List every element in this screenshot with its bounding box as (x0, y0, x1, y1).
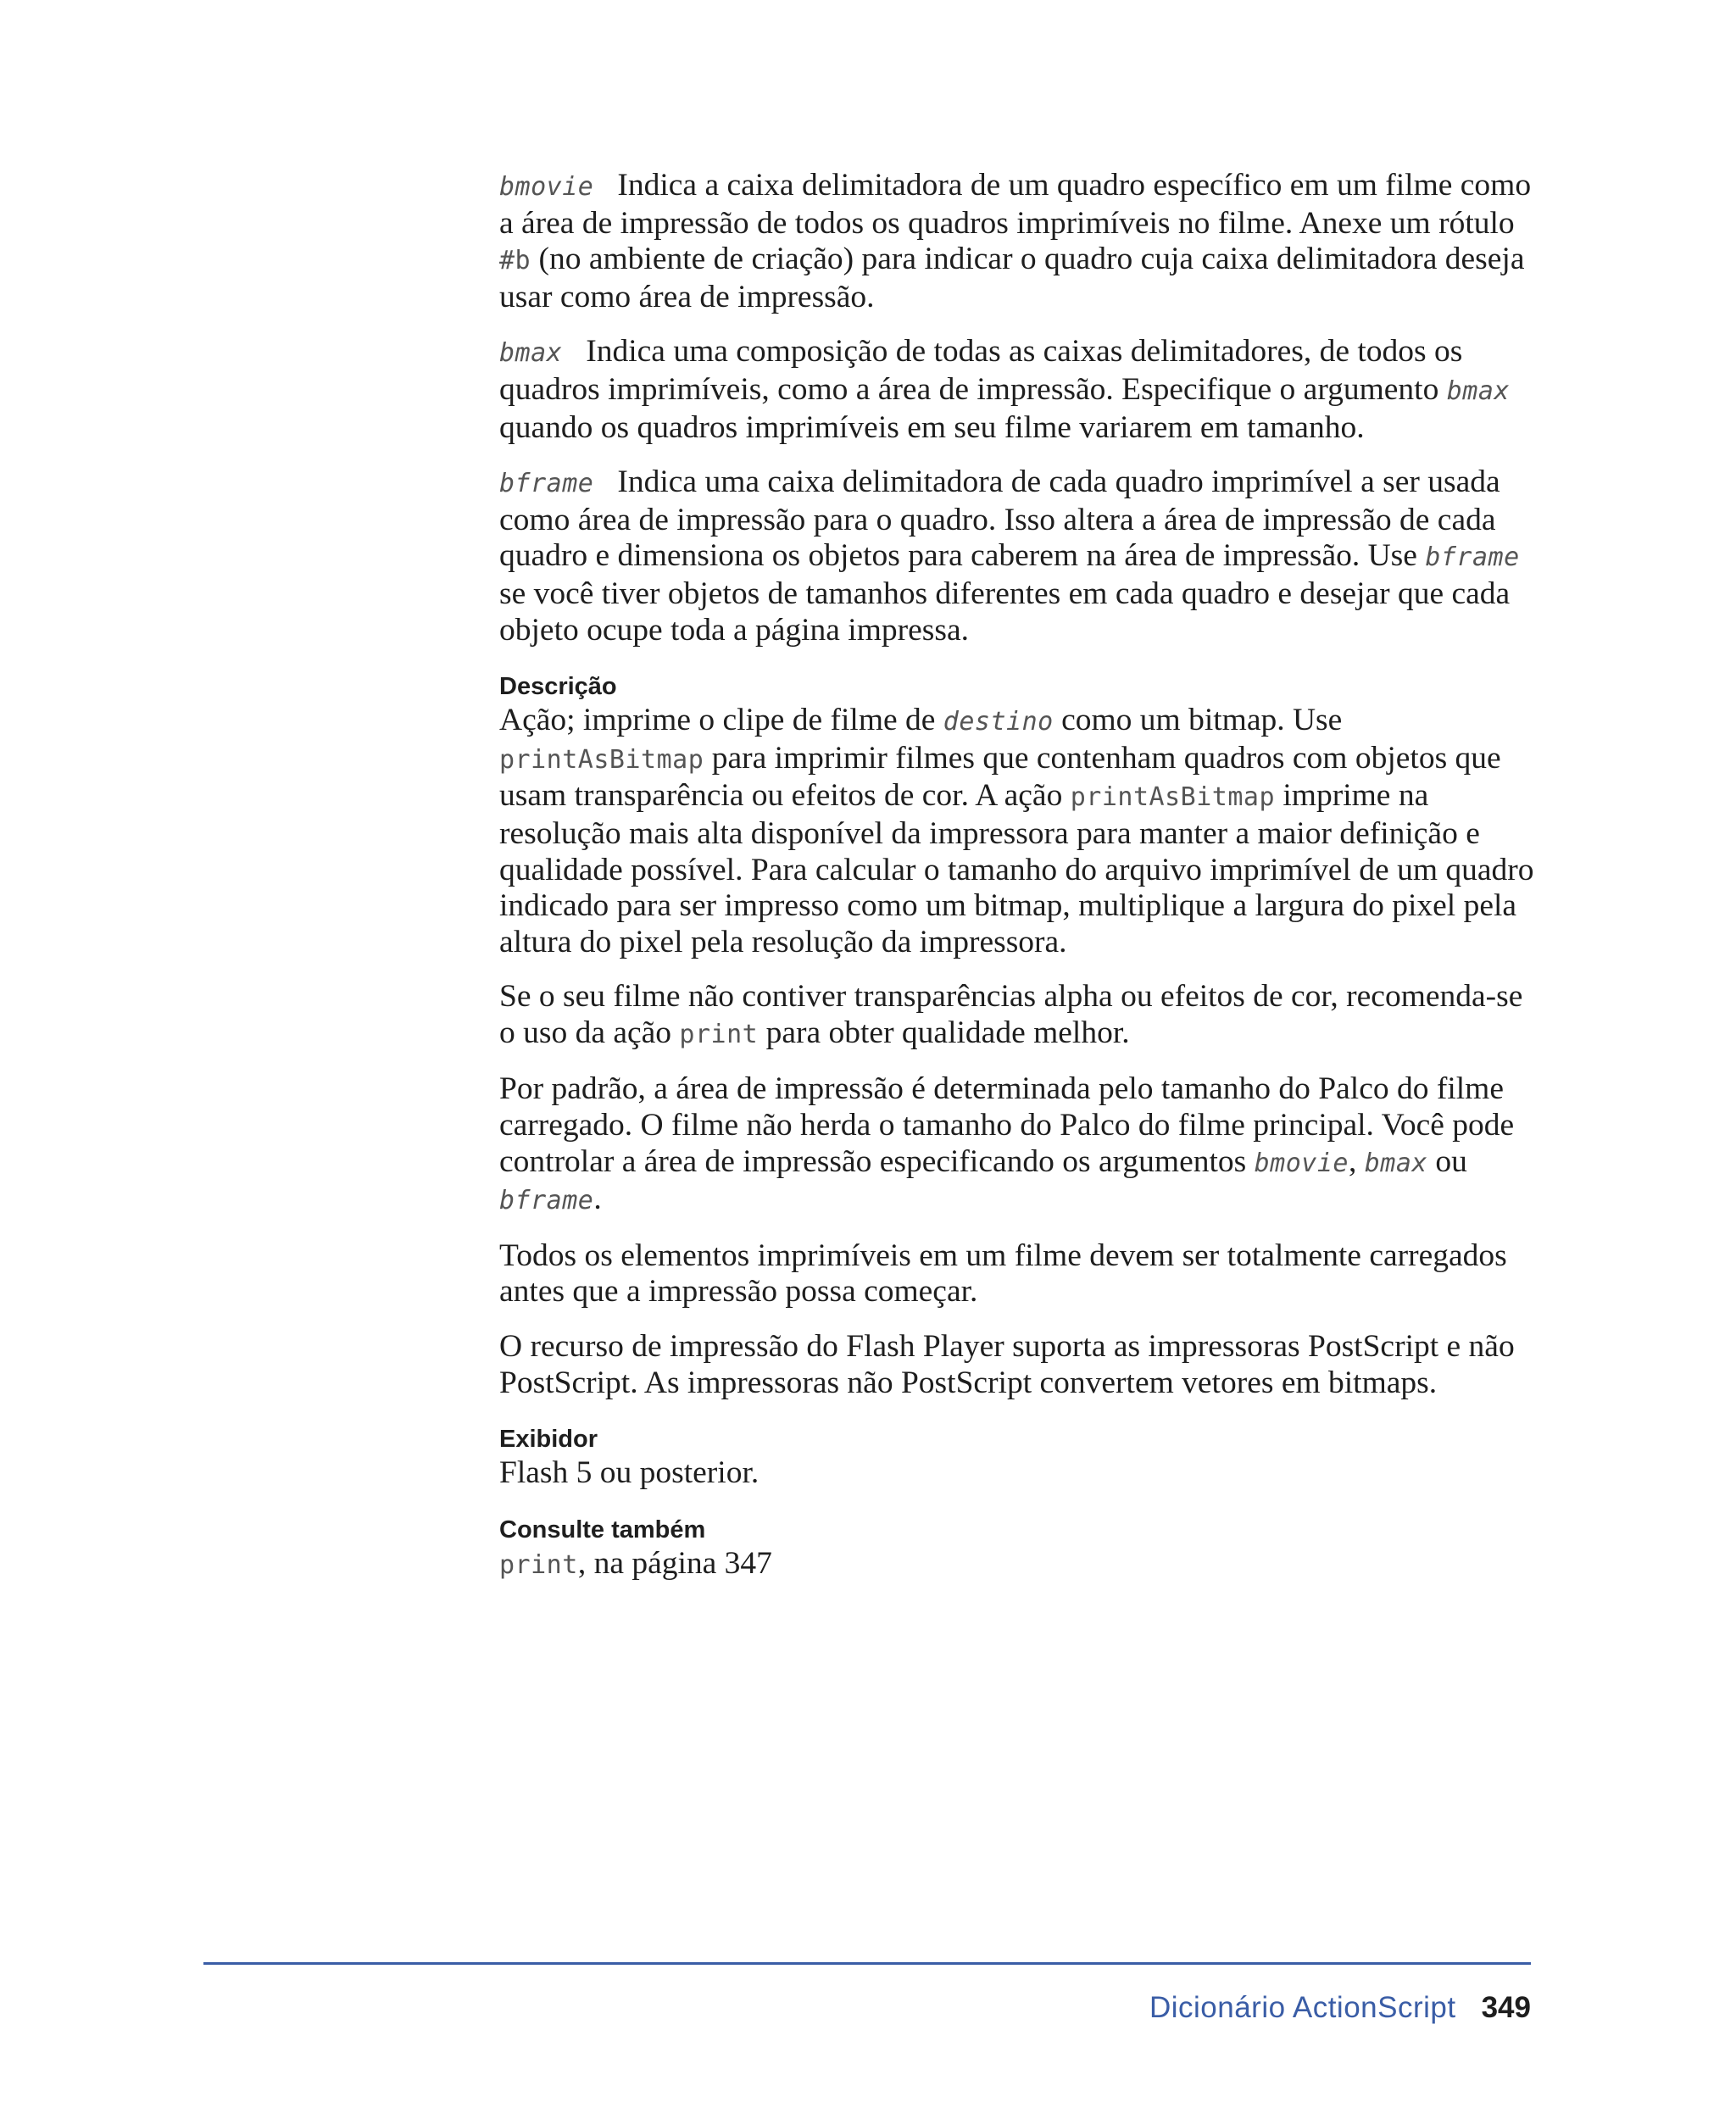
argument-bmovie (499, 168, 1535, 315)
footer-title: Dicionário ActionScript (1149, 1991, 1456, 2024)
inline-code: destino (943, 707, 1054, 737)
section-heading-consulte: Consulte também (499, 1516, 706, 1543)
consulte-text: print, na página 347 (499, 1545, 772, 1581)
descricao-paragraph-5: O recurso de impressão do Flash Player suporta as impressoras PostScript e não PostScript. As impressoras não PostScript convertem vetores em bitmaps. (499, 1329, 1515, 1400)
argument-term: bmovie (499, 172, 594, 202)
inline-code: #b (499, 246, 531, 276)
inline-code: printAsBitmap (1070, 782, 1276, 813)
page-content (499, 168, 1535, 1602)
argument-description-cont: quando os quadros imprimíveis em seu filme variarem em tamanho. (499, 409, 1365, 445)
descricao-paragraph-1: Ação; imprime o clipe de filme de destino como um bitmap. Use printAsBitmap para imprimir filmes que contenham quadros com objetos que usam transparência ou efeitos de cor. A ação printAsBitmap imprime na resolução mais alta disponível da impressora para manter a maior definição e qualidade possível. Para calcular o tamanho do arquivo imprimível de um quadro indicado para ser impresso como um bitmap, multiplique a largura do pixel pela altura do pixel pela resolução da impressora. (499, 703, 1534, 959)
argument-description: Indica uma composição de todas as caixas delimitadores, de todos os quadros imprimíveis, como a área de impressão. Especifique o argumento (499, 334, 1463, 407)
inline-code: bframe (1425, 542, 1520, 573)
footer-rule (203, 1962, 1531, 1965)
inline-code: bframe (499, 1186, 594, 1216)
argument-bframe (499, 464, 1535, 648)
argument-description: Indica a caixa delimitadora de um quadro específico em um filme como a área de impressão de todos os quadros imprimíveis no filme. Anexe um rótulo (499, 168, 1532, 241)
exibidor-text: Flash 5 ou posterior. (499, 1455, 760, 1491)
descricao-paragraph-2: Se o seu filme não contiver transparências alpha ou efeitos de cor, recomenda-se o uso da ação print para obter qualidade melhor. (499, 979, 1523, 1050)
cross-reference-link[interactable]: print (499, 1549, 578, 1580)
argument-description-cont: (no ambiente de criação) para indicar o quadro cuja caixa delimitadora deseja usar como área de impressão. (499, 242, 1525, 314)
descricao-paragraph-4: Todos os elementos imprimíveis em um filme devem ser totalmente carregados antes que a impressão possa começar. (499, 1237, 1507, 1310)
argument-description: Indica uma caixa delimitadora de cada quadro imprimível a ser usada como área de impressão para o quadro. Isso altera a área de impressão de cada quadro e dimensiona os objetos para caberem na área de impressão. Use (499, 464, 1500, 574)
section-heading-exibidor: Exibidor (499, 1426, 598, 1454)
page-footer (1149, 1991, 1531, 2025)
argument-description-cont: se você tiver objetos de tamanhos diferentes em cada quadro e desejar que cada objeto ocupe toda a página impressa. (499, 576, 1511, 648)
inline-code: bmax (1364, 1148, 1427, 1178)
descricao-paragraph-3: Por padrão, a área de impressão é determinada pelo tamanho do Palco do filme carregado. O filme não herda o tamanho do Palco do filme principal. Você pode controlar a área de impressão especificando os argumentos bmovie, bmax ou bframe. (499, 1071, 1515, 1217)
section-heading-descricao: Descrição (499, 673, 617, 701)
argument-term: bframe (499, 469, 594, 499)
inline-code: printAsBitmap (499, 744, 704, 775)
inline-code: print (679, 1019, 759, 1049)
page-number: 349 (1481, 1991, 1531, 2024)
inline-code: bmovie (1254, 1148, 1349, 1178)
argument-bmax (499, 334, 1535, 446)
argument-term: bmax (499, 338, 563, 369)
inline-code: bmax (1446, 375, 1510, 406)
